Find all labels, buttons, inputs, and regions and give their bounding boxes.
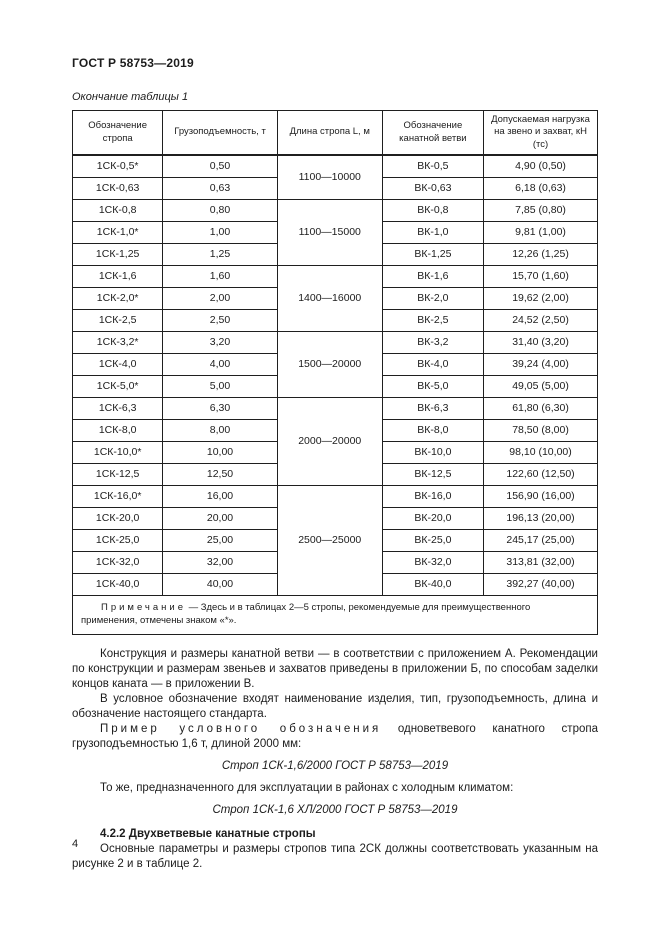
- column-header-branch: Обозначение канатной ветви: [382, 111, 483, 156]
- section-heading-4-2-2: 4.2.2 Двухветвевые канатные стропы: [100, 828, 316, 841]
- cell-length: 1400—16000: [277, 265, 382, 331]
- note-label: Примечание: [101, 601, 186, 613]
- cell-branch: ВК-1,0: [382, 221, 483, 243]
- cell-load: 7,85 (0,80): [484, 199, 598, 221]
- cell-branch: ВК-5,0: [382, 375, 483, 397]
- table-row: [73, 397, 598, 419]
- cell-branch: ВК-16,0: [382, 485, 483, 507]
- cell-length: 2000—20000: [277, 397, 382, 485]
- spec-table-body: [73, 155, 598, 595]
- cell-capacity: 5,00: [163, 375, 277, 397]
- cell-designation: 1СК-10,0*: [73, 441, 163, 463]
- cell-branch: ВК-0,8: [382, 199, 483, 221]
- designation-example-2: Строп 1СК-1,6 ХЛ/2000 ГОСТ Р 58753—2019: [212, 804, 458, 817]
- cell-capacity: 1,25: [163, 243, 277, 265]
- cell-capacity: 2,00: [163, 287, 277, 309]
- cell-designation: 1СК-40,0: [73, 573, 163, 595]
- cell-designation: 1СК-0,63: [73, 177, 163, 199]
- cell-load: 392,27 (40,00): [484, 573, 598, 595]
- cell-capacity: 0,80: [163, 199, 277, 221]
- cell-capacity: 12,50: [163, 463, 277, 485]
- cell-load: 98,10 (10,00): [484, 441, 598, 463]
- cell-branch: ВК-25,0: [382, 529, 483, 551]
- designation-example-1: Строп 1СК-1,6/2000 ГОСТ Р 58753—2019: [221, 760, 449, 773]
- table-caption: Окончание таблицы 1: [72, 91, 189, 103]
- cell-capacity: 0,63: [163, 177, 277, 199]
- table-note: [73, 595, 598, 635]
- cell-load: 61,80 (6,30): [484, 397, 598, 419]
- paragraph-example-intro: [72, 722, 598, 752]
- cell-capacity: 32,00: [163, 551, 277, 573]
- cell-length: 1500—20000: [277, 331, 382, 397]
- table-header-row: [73, 111, 598, 156]
- cell-capacity: 40,00: [163, 573, 277, 595]
- cell-capacity: 2,50: [163, 309, 277, 331]
- cell-branch: ВК-40,0: [382, 573, 483, 595]
- cell-designation: 1СК-20,0: [73, 507, 163, 529]
- cell-branch: ВК-20,0: [382, 507, 483, 529]
- cell-designation: 1СК-4,0: [73, 353, 163, 375]
- cell-load: 49,05 (5,00): [484, 375, 598, 397]
- cell-designation: 1СК-12,5: [73, 463, 163, 485]
- column-header-load: Допускаемая нагрузка на звено и захват, кН (тс): [484, 111, 598, 156]
- cell-capacity: 20,00: [163, 507, 277, 529]
- cell-load: 313,81 (32,00): [484, 551, 598, 573]
- table-row: [73, 265, 598, 287]
- cell-capacity: 1,00: [163, 221, 277, 243]
- paragraph-designation: В условное обозначение входят наименование изделия, тип, грузоподъемность, длина и обозначение настоящего стандарта.: [72, 693, 598, 721]
- cell-designation: 1СК-0,8: [73, 199, 163, 221]
- cell-load: 39,24 (4,00): [484, 353, 598, 375]
- cell-designation: 1СК-16,0*: [73, 485, 163, 507]
- paragraph-construction: Конструкция и размеры канатной ветви — в соответствии с приложением А. Рекомендации по конструкции и размерам звеньев и захватов приведены в приложении Б, по способам заделки концов каната — в приложении В.: [72, 648, 598, 691]
- cell-load: 19,62 (2,00): [484, 287, 598, 309]
- example-intro-rest: одноветвевого канатного стропа грузоподъемностью 1,6 т, длиной 2000 мм:: [72, 723, 598, 751]
- cell-designation: 1СК-2,0*: [73, 287, 163, 309]
- cell-load: 196,13 (20,00): [484, 507, 598, 529]
- cell-branch: ВК-2,0: [382, 287, 483, 309]
- cell-branch: ВК-0,5: [382, 155, 483, 177]
- cell-designation: 1СК-32,0: [73, 551, 163, 573]
- cell-load: 4,90 (0,50): [484, 155, 598, 177]
- body-text: [72, 647, 598, 872]
- cell-capacity: 8,00: [163, 419, 277, 441]
- cell-branch: ВК-3,2: [382, 331, 483, 353]
- cell-capacity: 4,00: [163, 353, 277, 375]
- cell-branch: ВК-4,0: [382, 353, 483, 375]
- table-row: [73, 199, 598, 221]
- example-label: Пример условного обозначения: [100, 723, 382, 736]
- cell-capacity: 6,30: [163, 397, 277, 419]
- cell-load: 15,70 (1,60): [484, 265, 598, 287]
- cell-branch: ВК-2,5: [382, 309, 483, 331]
- cell-branch: ВК-10,0: [382, 441, 483, 463]
- table-row: [73, 331, 598, 353]
- cell-length: 1100—15000: [277, 199, 382, 265]
- cell-branch: ВК-8,0: [382, 419, 483, 441]
- table-note-row: [73, 595, 598, 635]
- cell-branch: ВК-12,5: [382, 463, 483, 485]
- cell-capacity: 25,00: [163, 529, 277, 551]
- cell-length: 1100—10000: [277, 155, 382, 199]
- column-header-capacity: Грузоподъемность, т: [163, 111, 277, 156]
- cell-load: 24,52 (2,50): [484, 309, 598, 331]
- cell-load: 245,17 (25,00): [484, 529, 598, 551]
- table-row: [73, 485, 598, 507]
- cell-designation: 1СК-3,2*: [73, 331, 163, 353]
- cell-designation: 1СК-0,5*: [73, 155, 163, 177]
- cell-load: 6,18 (0,63): [484, 177, 598, 199]
- cell-length: 2500—25000: [277, 485, 382, 595]
- column-header-length: Длина стропа L, м: [277, 111, 382, 156]
- paragraph-cold-climate: То же, предназначенного для эксплуатации в районах с холодным климатом:: [100, 782, 514, 795]
- page-number: 4: [72, 838, 79, 850]
- cell-capacity: 10,00: [163, 441, 277, 463]
- note-text: — Здесь и в таблицах 2—5 стропы, рекомендуемые для преимущественного применения, отмечены знаком «*».: [81, 601, 531, 627]
- cell-capacity: 1,60: [163, 265, 277, 287]
- paragraph-2sk: Основные параметры и размеры стропов типа 2СК должны соответствовать указанным на рисунке 2 и в таблице 2.: [72, 843, 598, 871]
- cell-designation: 1СК-25,0: [73, 529, 163, 551]
- cell-branch: ВК-0,63: [382, 177, 483, 199]
- standard-reference: ГОСТ Р 58753—2019: [72, 56, 194, 70]
- cell-designation: 1СК-1,25: [73, 243, 163, 265]
- cell-designation: 1СК-5,0*: [73, 375, 163, 397]
- cell-capacity: 0,50: [163, 155, 277, 177]
- cell-load: 78,50 (8,00): [484, 419, 598, 441]
- cell-branch: ВК-32,0: [382, 551, 483, 573]
- cell-branch: ВК-1,6: [382, 265, 483, 287]
- cell-designation: 1СК-2,5: [73, 309, 163, 331]
- table-header: [73, 111, 598, 156]
- cell-load: 122,60 (12,50): [484, 463, 598, 485]
- cell-branch: ВК-1,25: [382, 243, 483, 265]
- cell-designation: 1СК-1,6: [73, 265, 163, 287]
- cell-designation: 1СК-1,0*: [73, 221, 163, 243]
- cell-capacity: 3,20: [163, 331, 277, 353]
- table-row: [73, 155, 598, 177]
- cell-load: 31,40 (3,20): [484, 331, 598, 353]
- table-footer: [73, 595, 598, 635]
- cell-load: 12,26 (1,25): [484, 243, 598, 265]
- cell-capacity: 16,00: [163, 485, 277, 507]
- column-header-designation: Обозначение стропа: [73, 111, 163, 156]
- sling-spec-table: [72, 110, 598, 635]
- cell-designation: 1СК-8,0: [73, 419, 163, 441]
- cell-designation: 1СК-6,3: [73, 397, 163, 419]
- cell-load: 156,90 (16,00): [484, 485, 598, 507]
- cell-load: 9,81 (1,00): [484, 221, 598, 243]
- cell-branch: ВК-6,3: [382, 397, 483, 419]
